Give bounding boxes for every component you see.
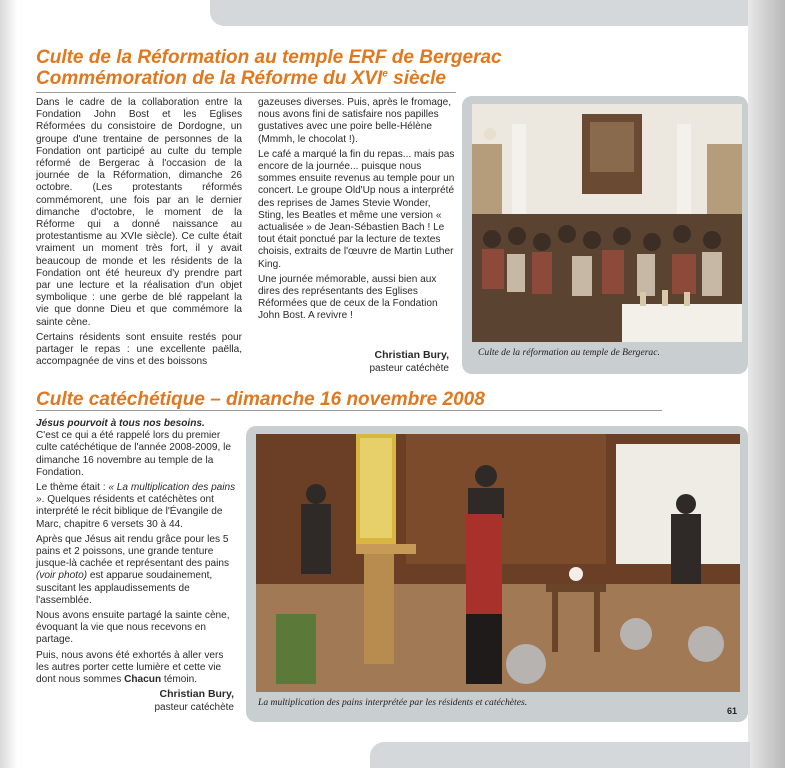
- article1-paragraph: Certains résidents sont ensuite restés pour partager le repas : une excellente paëlla, accompagnée de vins et des boissons: [36, 331, 242, 368]
- photo1-caption: Culte de la réformation au temple de Bergerac.: [478, 347, 660, 358]
- article1-subtitle: Commémoration de la Réforme du XVIe siècle: [36, 68, 446, 89]
- signature-name: Christian Bury,: [159, 688, 234, 700]
- temple-bergerac-photo: [472, 104, 742, 342]
- bottom-decorative-tab: [370, 742, 750, 768]
- article2-paragraph: Puis, nous avons été exhortés à aller vers les autres porter cette lumière et cette vie dont nous sommes Chacun témoin.: [36, 649, 224, 686]
- article2-column: [36, 418, 236, 689]
- article2-paragraph: Nous avons ensuite partagé la sainte cène, évoquant la vie que nous recevons en partage.: [36, 610, 230, 646]
- article1-paragraph: Une journée mémorable, aussi bien aux dires des représentants des Eglises Réformées que de ceux de la Fondation John Bost. A revivre !: [258, 273, 438, 322]
- article2-lead: Jésus pourvoit à tous nos besoins.: [36, 418, 205, 429]
- article1-column2: [258, 97, 458, 326]
- article1-signature: [300, 349, 449, 375]
- article2-paragraph: Le thème était : « La multiplication des pains ». Quelques résidents et catéchètes ont interprété le récit biblique de l'Évangile de Marc, chapitre 6 versets 30 à 44.: [36, 482, 236, 530]
- photo2-caption: La multiplication des pains interprétée par les résidents et catéchètes.: [258, 697, 528, 708]
- article1-title-rule: [36, 92, 456, 93]
- article2-signature: [86, 688, 234, 714]
- article2-title-rule: [36, 410, 662, 411]
- page-right-edge: [748, 0, 785, 768]
- article2-title: Culte catéchétique – dimanche 16 novembre 2008: [36, 389, 485, 410]
- page-number: 61: [727, 706, 738, 716]
- signature-name: Christian Bury,: [374, 349, 449, 361]
- article1-paragraph: Dans le cadre de la collaboration entre la Fondation John Bost et les Eglises Réformées du consistoire de Dordogne, un groupe d'une trentaine de personnes de la Fondation ont participé au culte du temple réformé de Bergerac à l'occasion de la journée de la Réformation, dimanche 26 octobre. (Les protestants réformés commémorent, une fois par an le dernier dimanche d'octobre, le moment de la Réforme qui a donné naissance au protestantisme au XVIe siècle). Ce culte était vraiment un moment très fort, il y avait beaucoup de monde et les résidents de la Fondation ont été heureux d'y prendre part par une lecture et la réalisation d'un objet symbolique : une gerbe de blé rappelant la vie que donne Dieu et que commémore la sainte cène.: [36, 97, 242, 328]
- top-decorative-tab: [210, 0, 750, 26]
- temple-bergerac-illustration: [472, 104, 742, 342]
- article2-paragraph: Après que Jésus ait rendu grâce pour les 5 pains et 2 poissons, une grande tenture jusque-là cachée et représentant des pains (voir photo) est apparue soudainement, suscitant les applaudissements de l'assemblée.: [36, 533, 230, 606]
- multiplication-pains-illustration: [256, 434, 740, 692]
- article1-title: Culte de la Réformation au temple ERF de Bergerac: [36, 47, 502, 68]
- article1-paragraph: gazeuses diverses. Puis, après le fromage, nous avons fini de satisfaire nos papilles gustatives avec une poire belle-Hélène (Mmmh, le chocolat !).: [258, 97, 451, 145]
- multiplication-pains-photo: [256, 434, 740, 692]
- article1-paragraph: Le café a marqué la fin du repas... mais pas encore de la journée... puisque nous sommes ensuite revenus au temple pour un concert. Le groupe Old'Up nous a interprété des reprises de James Stevie Wonder, Sting, les Beatles et même une version « actualisée » de Jean-Sébastien Bach ! Le tout était ponctué par la lecture de textes choisis, extraits de l'œuvre de Martin Luther King.: [258, 148, 455, 270]
- article1-column1: [36, 97, 242, 371]
- article2-paragraph: C'est ce qui a été rappelé lors du premier culte catéchétique de l'année 2008-2009, le dimanche 16 novembre au temple de la Fondation.: [36, 430, 231, 478]
- signature-role: pasteur catéchète: [154, 702, 234, 713]
- page-spine: [0, 0, 18, 768]
- signature-role: pasteur catéchète: [369, 363, 449, 374]
